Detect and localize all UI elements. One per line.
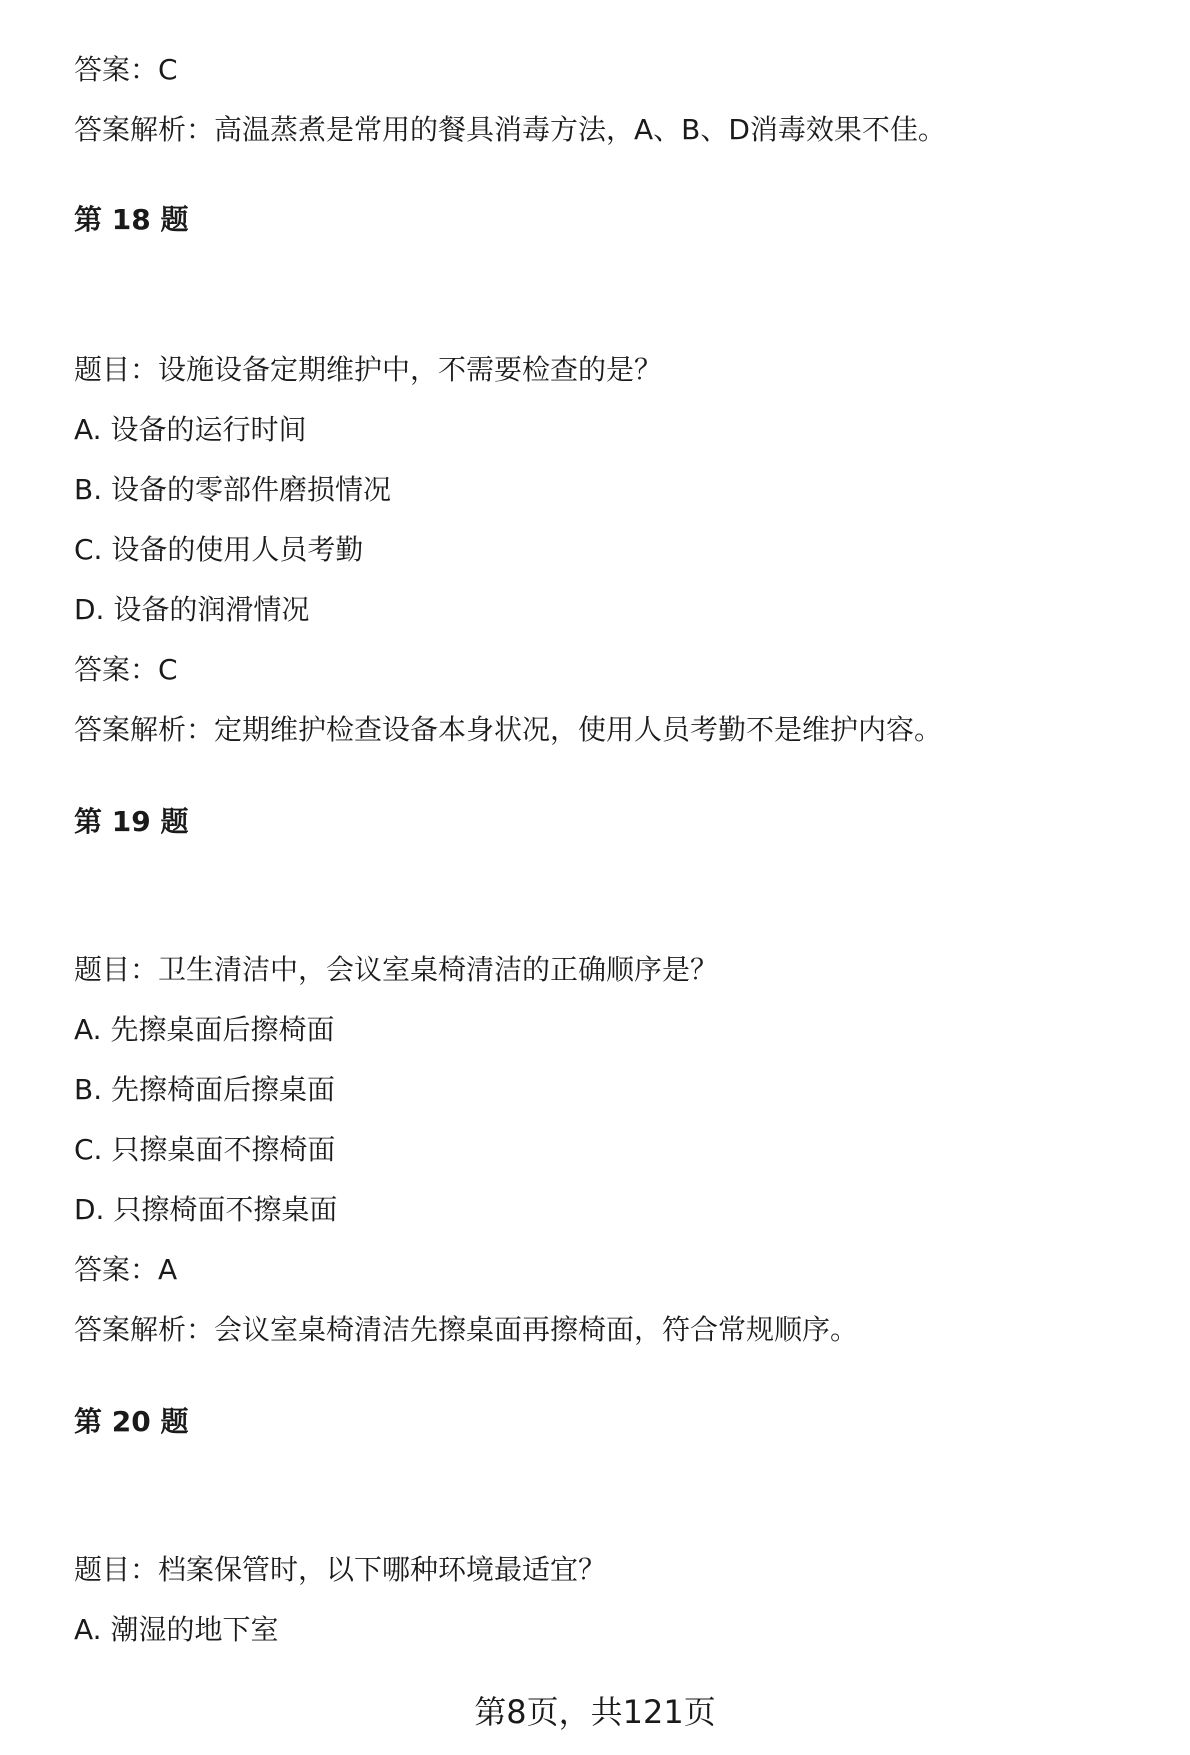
question-19-option-a: A. 先擦桌面后擦椅面 [74,1013,335,1046]
question-18-option-b: B. 设备的零部件磨损情况 [74,473,392,506]
question-19-answer: 答案：A [74,1253,178,1286]
question-20-heading: 第 20 题 [74,1405,189,1438]
prev-explanation: 答案解析：高温蒸煮是常用的餐具消毒方法，A、B、D消毒效果不佳。 [74,113,946,146]
question-18-text: 题目：设施设备定期维护中，不需要检查的是？ [74,353,663,386]
question-18-heading: 第 18 题 [74,203,189,236]
question-19-explanation: 答案解析：会议室桌椅清洁先擦桌面再擦椅面，符合常规顺序。 [74,1313,859,1346]
question-20-text: 题目：档案保管时，以下哪种环境最适宜？ [74,1553,607,1586]
question-18-option-c: C. 设备的使用人员考勤 [74,533,364,566]
prev-answer: 答案：C [74,53,178,86]
question-19-text: 题目：卫生清洁中，会议室桌椅清洁的正确顺序是？ [74,953,719,986]
question-19-option-d: D. 只擦椅面不擦桌面 [74,1193,338,1226]
question-19-option-b: B. 先擦椅面后擦桌面 [74,1073,336,1106]
question-19-option-c: C. 只擦桌面不擦椅面 [74,1133,336,1166]
question-18-explanation: 答案解析：定期维护检查设备本身状况，使用人员考勤不是维护内容。 [74,713,943,746]
question-20-option-a: A. 潮湿的地下室 [74,1613,279,1646]
question-18-option-a: A. 设备的运行时间 [74,413,307,446]
question-19-heading: 第 19 题 [74,805,189,838]
question-18-answer: 答案：C [74,653,178,686]
page-number-footer: 第8页，共121页 [474,1693,716,1731]
question-18-option-d: D. 设备的润滑情况 [74,593,310,626]
